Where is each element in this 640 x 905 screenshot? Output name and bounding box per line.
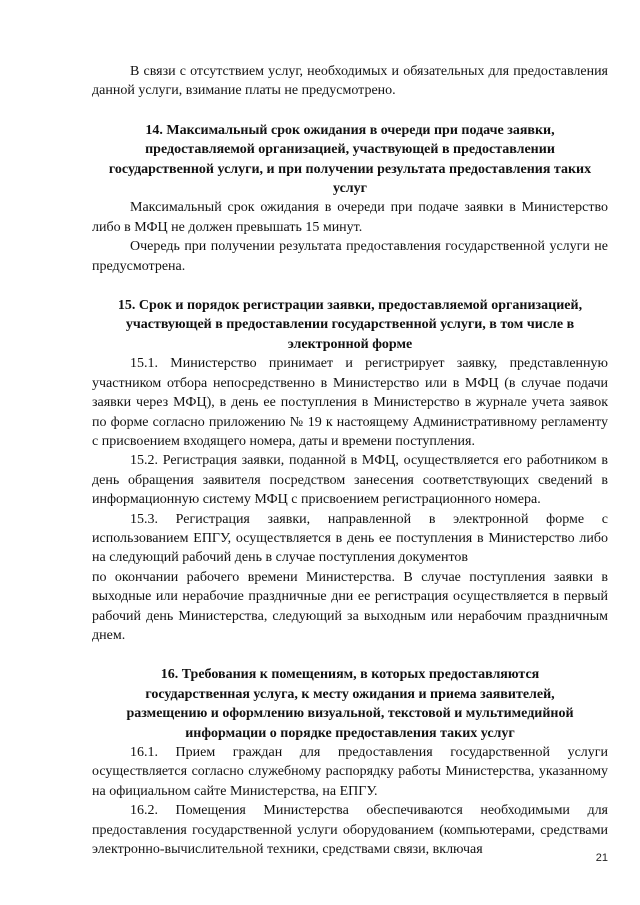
document-body xyxy=(92,62,608,859)
intro-paragraph: В связи с отсутствием услуг, необходимых и обязательных для предоставления данной услуги, взимание платы не предусмотрено. xyxy=(92,64,608,99)
section-15-heading: 15. Срок и порядок регистрации заявки, предоставляемой организацией, участвующей в предоставлении государственной услуги, в том числе в электронной форме xyxy=(117,298,583,352)
section-14-heading: 14. Максимальный срок ожидания в очереди при подаче заявки, предоставляемой организацией, участвующей в предоставлении государственной услуги, и при получении результата предоставления таких услуг xyxy=(108,122,592,197)
section-14-paragraph-2: Очередь при получении результата предоставления государственной услуги не предусмотрена. xyxy=(92,239,608,274)
section-16-paragraph-1: 16.1. Прием граждан для предоставления государственной услуги осуществляется согласно служебному распорядку работы Министерства, указанному на официальном сайте Министерства, на ЕПГУ. xyxy=(92,745,608,799)
section-15-paragraph-2: 15.2. Регистрация заявки, поданной в МФЦ, осуществляется его работником в день обращения заявителя посредством занесения соответствующих сведений в информационную систему МФЦ с присвоением регистрационного номера. xyxy=(92,453,608,508)
section-14-paragraph-1: Максимальный срок ожидания в очереди при подаче заявки в Министерство либо в МФЦ не должен превышать 15 минут. xyxy=(92,200,608,235)
section-15-paragraph-3: 15.3. Регистрация заявки, направленной в электронной форме с использованием ЕПГУ, осуществляется в день ее поступления в Министерство либо на следующий рабочий день в случае поступления документов xyxy=(92,511,608,566)
section-16-heading: 16. Требования к помещениям, в которых предоставляются государственная услуга, к месту ожидания и приема заявителей, размещению и оформлению визуальной, текстовой и мультимедийной информации о порядке предоставления таких услуг xyxy=(126,667,574,741)
section-15-paragraph-3-continued: по окончании рабочего времени Министерства. В случае поступления заявки в выходные или нерабочие праздничные дни ее регистрация осуществляется в первый рабочий день Министерства, следующий за выходным или нерабочим праздничным днем. xyxy=(92,569,608,643)
section-16-paragraph-2: 16.2. Помещения Министерства обеспечиваются необходимыми для предоставления государственной услуги оборудованием (компьютерами, средствами электронно-вычислительной техники, средствами связи, включая xyxy=(92,803,608,858)
page-number: 21 xyxy=(595,852,608,864)
section-15-paragraph-1: 15.1. Министерство принимает и регистрирует заявку, представленную участником отбора непосредственно в Министерство или в МФЦ (в случае подачи заявки через МФЦ), в день ее поступления в Министерство в журнале учета заявок по форме согласно приложению № 19 к настоящему Административному регламенту с присвоением входящего номера, даты и времени поступления. xyxy=(92,356,608,449)
